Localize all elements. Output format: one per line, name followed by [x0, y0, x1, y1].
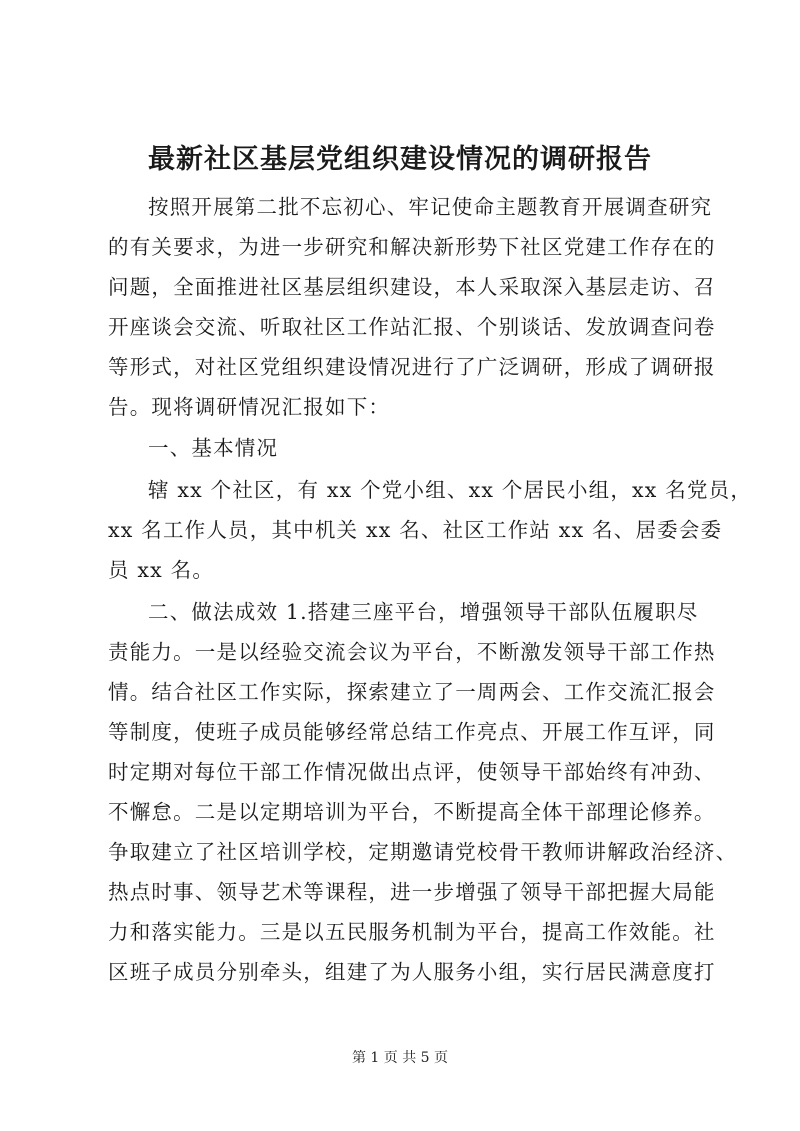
paragraph-line: 开座谈会交流、听取社区工作站汇报、个别谈话、发放调查问卷 — [108, 315, 716, 339]
page-number-footer: 第 1 页 共 5 页 — [351, 1050, 449, 1066]
paragraph-line: 告。现将调研情况汇报如下： — [108, 395, 391, 419]
paragraph-line: 区班子成员分别牵头，组建了为人服务小组，实行居民满意度打 — [108, 960, 716, 984]
paragraph-line: 情。结合社区工作实际，探索建立了一周两会、工作交流汇报会 — [108, 680, 716, 704]
paragraph-line: 责能力。一是以经验交流会议为平台，不断激发领导干部工作热 — [108, 640, 716, 664]
paragraph-line: 力和落实能力。三是以五民服务机制为平台，提高工作效能。社 — [108, 920, 716, 944]
paragraph-line: 等形式，对社区党组织建设情况进行了广泛调研，形成了调研报 — [108, 355, 716, 379]
paragraph-line: 等制度，使班子成员能够经常总结工作亮点、开展工作互评，同 — [108, 720, 716, 744]
paragraph-line: 辖 xx 个社区，有 xx 个党小组、xx 个居民小组，xx 名党员， — [148, 478, 753, 502]
paragraph-line: 不懈怠。二是以定期培训为平台，不断提高全体干部理论修养。 — [108, 800, 716, 824]
paragraph-line: 争取建立了社区培训学校，定期邀请党校骨干教师讲解政治经济、 — [108, 840, 738, 864]
paragraph-line: 按照开展第二批不忘初心、牢记使命主题教育开展调查研究 — [148, 195, 713, 219]
section-heading: 一、基本情况 — [148, 436, 279, 460]
paragraph-line: 的有关要求，为进一步研究和解决新形势下社区党建工作存在的 — [108, 235, 716, 259]
paragraph-line: xx 名工作人员，其中机关 xx 名、社区工作站 xx 名、居委会委 — [108, 518, 723, 542]
paragraph-line: 时定期对每位干部工作情况做出点评，使领导干部始终有冲劲、 — [108, 760, 716, 784]
document-title: 最新社区基层党组织建设情况的调研报告 — [148, 144, 652, 175]
paragraph-line: 问题，全面推进社区基层组织建设，本人采取深入基层走访、召 — [108, 275, 716, 299]
paragraph-line: 热点时事、领导艺术等课程，进一步增强了领导干部把握大局能 — [108, 880, 716, 904]
paragraph-line: 员 xx 名。 — [108, 558, 215, 582]
paragraph-line: 二、做法成效 1.搭建三座平台，增强领导干部队伍履职尽 — [148, 600, 699, 624]
